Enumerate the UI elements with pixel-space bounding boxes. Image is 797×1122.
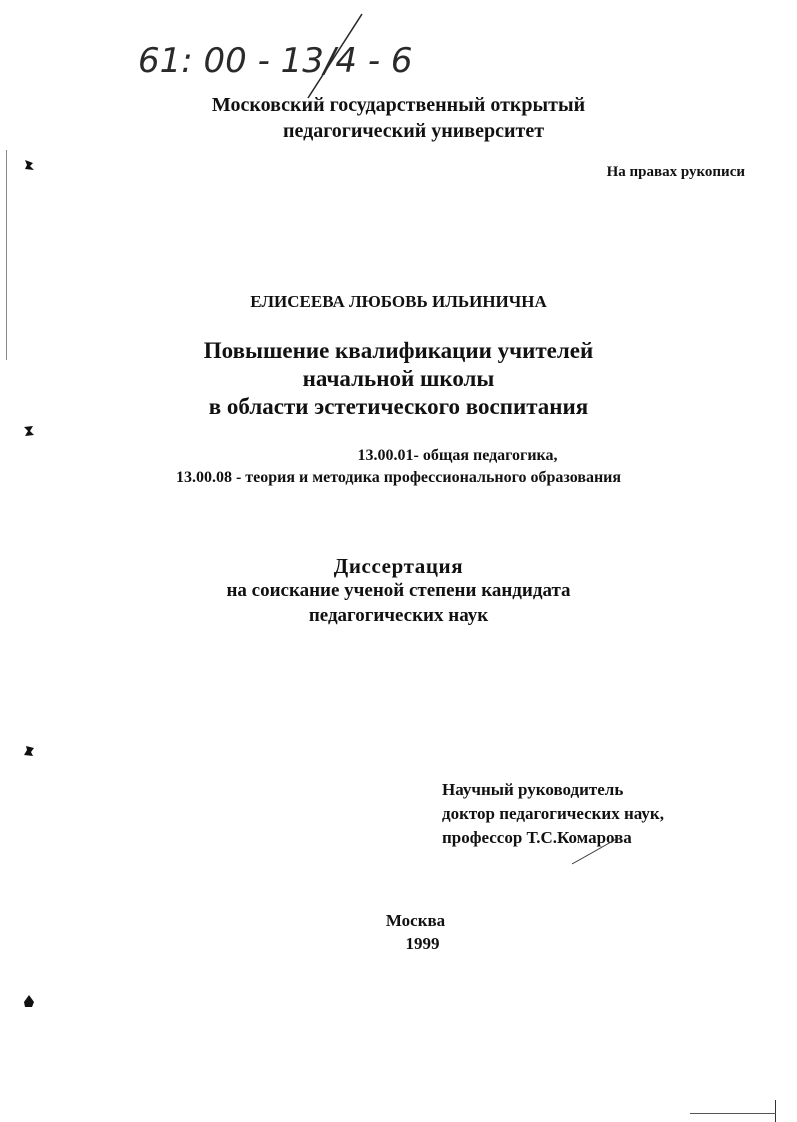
university-name-line-2: педагогический университет	[282, 120, 545, 142]
dissertation-heading: Диссертация	[333, 554, 464, 578]
scan-hole-mark-3	[22, 744, 36, 758]
left-margin-rule	[6, 150, 7, 360]
scan-hole-mark-4	[22, 994, 36, 1008]
rights-note: На правах рукописи	[606, 164, 745, 180]
scan-hole-mark-2	[22, 424, 36, 438]
specialty-line-2: 13.00.08 - теория и методика профессионального образования	[175, 469, 622, 486]
author-name: ЕЛИСЕЕВА ЛЮБОВЬ ИЛЬИНИЧНА	[250, 292, 547, 311]
advisor-line-2: доктор педагогических наук,	[442, 804, 664, 823]
handwritten-catalog-text: 61: 00 - 13/4 - 6	[138, 41, 413, 81]
corner-rule-horizontal	[690, 1113, 776, 1114]
scan-hole-mark-1	[22, 158, 36, 172]
year: 1999	[405, 934, 440, 953]
city: Москва	[385, 911, 446, 930]
title-line-3: в области эстетического воспитания	[208, 394, 589, 419]
dissertation-line-2: педагогических наук	[308, 605, 489, 626]
advisor-line-3: профессор Т.С.Комарова	[442, 828, 632, 847]
specialty-line-1: 13.00.01- общая педагогика,	[357, 447, 558, 464]
corner-rule-vertical	[775, 1100, 776, 1122]
pen-signature-stroke	[570, 836, 620, 866]
university-name-line-1: Московский государственный открытый	[211, 94, 586, 116]
handwritten-catalog-number	[130, 10, 430, 100]
title-line-2: начальной школы	[302, 366, 495, 391]
title-line-1: Повышение квалификации учителей	[203, 338, 594, 363]
dissertation-line-1: на соискание ученой степени кандидата	[226, 580, 571, 601]
advisor-line-1: Научный руководитель	[442, 780, 624, 799]
